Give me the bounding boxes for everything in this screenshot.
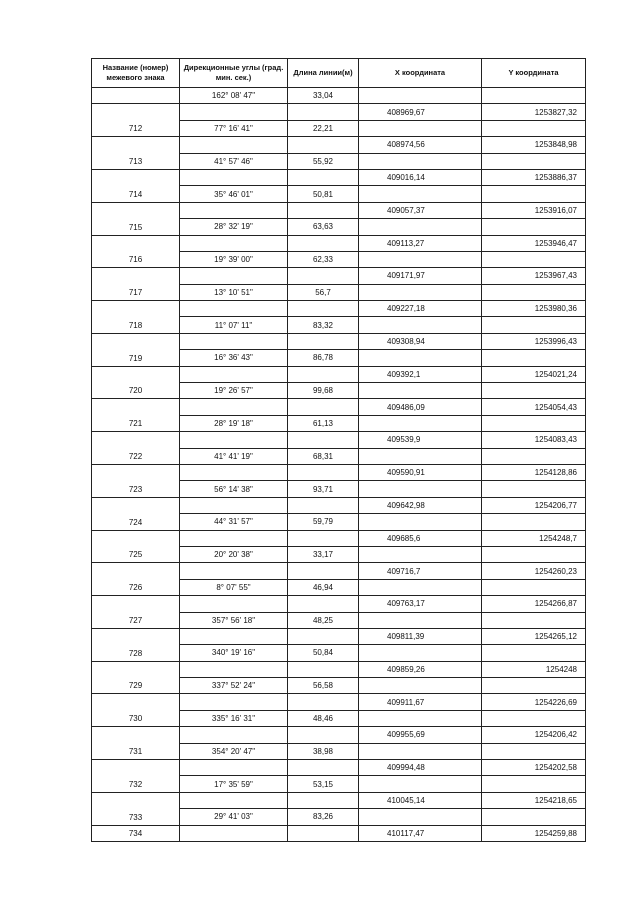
empty-cell: [482, 710, 586, 726]
empty-cell: [482, 284, 586, 300]
empty-cell: [482, 678, 586, 694]
y-coordinate: 1253848,98: [482, 137, 586, 153]
header-angle: Дирекционные углы (град. мин. сек.): [180, 59, 288, 88]
empty-cell: [180, 563, 288, 579]
coordinates-table: [91, 58, 586, 842]
header-x: X координата: [359, 59, 482, 88]
direction-angle: 44° 31' 57": [180, 514, 288, 530]
x-coordinate: 409811,39: [359, 628, 482, 644]
empty-cell: [482, 809, 586, 825]
y-coordinate: 1254218,65: [482, 792, 586, 808]
empty-cell: [180, 760, 288, 776]
point-row: [92, 202, 586, 218]
point-name: 728: [92, 628, 180, 661]
point-name: 713: [92, 137, 180, 170]
point-row: [92, 301, 586, 317]
y-coordinate: 1254266,87: [482, 596, 586, 612]
direction-angle: 56° 14' 38": [180, 481, 288, 497]
x-coordinate: 409227,18: [359, 301, 482, 317]
empty-cell: [288, 694, 359, 710]
empty-cell: [359, 284, 482, 300]
point-row: [92, 333, 586, 349]
header-length: Длина линии(м): [288, 59, 359, 88]
segment-row: [92, 88, 586, 104]
empty-cell: [180, 694, 288, 710]
line-length: 22,21: [288, 120, 359, 136]
x-coordinate: 409763,17: [359, 596, 482, 612]
line-length: 59,79: [288, 514, 359, 530]
point-row: [92, 366, 586, 382]
point-row: [92, 137, 586, 153]
point-name: 715: [92, 202, 180, 235]
point-name: 727: [92, 596, 180, 629]
direction-angle: 28° 19' 18": [180, 415, 288, 431]
line-length: 63,63: [288, 219, 359, 235]
point-row: [92, 235, 586, 251]
direction-angle: 354° 20' 47": [180, 743, 288, 759]
y-coordinate: 1254260,23: [482, 563, 586, 579]
empty-cell: [482, 448, 586, 464]
point-row: [92, 727, 586, 743]
empty-cell: [359, 120, 482, 136]
empty-cell: [180, 825, 288, 841]
y-coordinate: 1254206,77: [482, 497, 586, 513]
header-name: Название (номер) межевого знака: [92, 59, 180, 88]
point-name: 717: [92, 268, 180, 301]
point-row: [92, 596, 586, 612]
y-coordinate: 1254202,58: [482, 760, 586, 776]
line-length: 99,68: [288, 383, 359, 399]
empty-cell: [359, 678, 482, 694]
point-name: 731: [92, 727, 180, 760]
line-length: 33,17: [288, 546, 359, 562]
empty-cell: [288, 792, 359, 808]
point-name: 725: [92, 530, 180, 563]
point-name: 716: [92, 235, 180, 268]
x-coordinate: 409016,14: [359, 169, 482, 185]
direction-angle: 29° 41' 03": [180, 809, 288, 825]
y-coordinate: 1254248: [482, 661, 586, 677]
x-coordinate: 408974,56: [359, 137, 482, 153]
empty-cell: [180, 104, 288, 120]
empty-cell: [92, 88, 180, 104]
x-coordinate: 410117,47: [359, 825, 482, 841]
empty-cell: [288, 137, 359, 153]
point-name: 721: [92, 399, 180, 432]
empty-cell: [359, 415, 482, 431]
empty-cell: [288, 497, 359, 513]
direction-angle: 41° 41' 19": [180, 448, 288, 464]
point-row: [92, 661, 586, 677]
empty-cell: [180, 530, 288, 546]
point-row: [92, 825, 586, 841]
y-coordinate: 1254259,88: [482, 825, 586, 841]
point-name: 723: [92, 464, 180, 497]
x-coordinate: 409911,67: [359, 694, 482, 710]
empty-cell: [482, 612, 586, 628]
direction-angle: 16° 36' 43": [180, 350, 288, 366]
empty-cell: [482, 776, 586, 792]
empty-cell: [180, 628, 288, 644]
empty-cell: [359, 383, 482, 399]
empty-cell: [288, 301, 359, 317]
empty-cell: [288, 366, 359, 382]
header-y: Y координата: [482, 59, 586, 88]
point-name: 730: [92, 694, 180, 727]
direction-angle: 340° 19' 16": [180, 645, 288, 661]
empty-cell: [359, 612, 482, 628]
x-coordinate: 409590,91: [359, 464, 482, 480]
empty-cell: [482, 743, 586, 759]
line-length: 50,81: [288, 186, 359, 202]
line-length: 48,25: [288, 612, 359, 628]
x-coordinate: 409308,94: [359, 333, 482, 349]
line-length: 83,32: [288, 317, 359, 333]
empty-cell: [359, 153, 482, 169]
line-length: 38,98: [288, 743, 359, 759]
empty-cell: [482, 317, 586, 333]
y-coordinate: 1254265,12: [482, 628, 586, 644]
empty-cell: [288, 333, 359, 349]
y-coordinate: 1253946,47: [482, 235, 586, 251]
empty-cell: [482, 251, 586, 267]
direction-angle: 19° 26' 57": [180, 383, 288, 399]
direction-angle: 335° 16' 31": [180, 710, 288, 726]
empty-cell: [180, 137, 288, 153]
empty-cell: [180, 301, 288, 317]
line-length: 83,26: [288, 809, 359, 825]
point-name: 718: [92, 301, 180, 334]
empty-cell: [288, 235, 359, 251]
empty-cell: [288, 464, 359, 480]
point-row: [92, 792, 586, 808]
empty-cell: [180, 432, 288, 448]
point-name: 729: [92, 661, 180, 694]
empty-cell: [180, 596, 288, 612]
line-length: 86,78: [288, 350, 359, 366]
x-coordinate: 409859,26: [359, 661, 482, 677]
point-name: 720: [92, 366, 180, 399]
y-coordinate: 1254206,42: [482, 727, 586, 743]
y-coordinate: 1254083,43: [482, 432, 586, 448]
point-name: 726: [92, 563, 180, 596]
empty-cell: [180, 399, 288, 415]
empty-cell: [288, 563, 359, 579]
empty-cell: [288, 432, 359, 448]
empty-cell: [359, 219, 482, 235]
empty-cell: [288, 399, 359, 415]
empty-cell: [180, 792, 288, 808]
direction-angle: 20° 20' 38": [180, 546, 288, 562]
direction-angle: 13° 10' 51": [180, 284, 288, 300]
empty-cell: [359, 645, 482, 661]
empty-cell: [359, 186, 482, 202]
empty-cell: [359, 546, 482, 562]
empty-cell: [180, 727, 288, 743]
point-row: [92, 399, 586, 415]
point-name: 733: [92, 792, 180, 825]
empty-cell: [180, 169, 288, 185]
line-length: 48,46: [288, 710, 359, 726]
empty-cell: [180, 661, 288, 677]
line-length: 68,31: [288, 448, 359, 464]
x-coordinate: 410045,14: [359, 792, 482, 808]
y-coordinate: 1254248,7: [482, 530, 586, 546]
line-length: 62,33: [288, 251, 359, 267]
direction-angle: 41° 57' 46": [180, 153, 288, 169]
point-row: [92, 694, 586, 710]
y-coordinate: 1254021,24: [482, 366, 586, 382]
empty-cell: [359, 743, 482, 759]
point-name: 724: [92, 497, 180, 530]
empty-cell: [359, 514, 482, 530]
empty-cell: [482, 546, 586, 562]
empty-cell: [288, 727, 359, 743]
empty-cell: [180, 366, 288, 382]
table-body: [92, 88, 586, 842]
direction-angle: 35° 46' 01": [180, 186, 288, 202]
line-length: 33,04: [288, 88, 359, 104]
point-row: [92, 628, 586, 644]
y-coordinate: 1253827,32: [482, 104, 586, 120]
y-coordinate: 1253996,43: [482, 333, 586, 349]
x-coordinate: 409171,97: [359, 268, 482, 284]
empty-cell: [288, 202, 359, 218]
x-coordinate: 409057,37: [359, 202, 482, 218]
empty-cell: [288, 268, 359, 284]
point-name: 714: [92, 169, 180, 202]
direction-angle: 17° 35' 59": [180, 776, 288, 792]
point-row: [92, 464, 586, 480]
line-length: 55,92: [288, 153, 359, 169]
point-row: [92, 268, 586, 284]
point-row: [92, 563, 586, 579]
header-row: [92, 59, 586, 88]
empty-cell: [180, 202, 288, 218]
x-coordinate: 409642,98: [359, 497, 482, 513]
empty-cell: [482, 350, 586, 366]
empty-cell: [482, 120, 586, 136]
y-coordinate: 1254054,43: [482, 399, 586, 415]
x-coordinate: 409392,1: [359, 366, 482, 382]
empty-cell: [482, 579, 586, 595]
direction-angle: 8° 07' 55": [180, 579, 288, 595]
line-length: 56,7: [288, 284, 359, 300]
direction-angle: 337° 52' 24": [180, 678, 288, 694]
empty-cell: [180, 464, 288, 480]
empty-cell: [288, 104, 359, 120]
empty-cell: [482, 186, 586, 202]
empty-cell: [288, 628, 359, 644]
empty-cell: [359, 88, 482, 104]
point-row: [92, 169, 586, 185]
point-name: 734: [92, 825, 180, 841]
x-coordinate: 409685,6: [359, 530, 482, 546]
point-row: [92, 530, 586, 546]
empty-cell: [482, 514, 586, 530]
point-name: 722: [92, 432, 180, 465]
y-coordinate: 1254128,86: [482, 464, 586, 480]
x-coordinate: 408969,67: [359, 104, 482, 120]
empty-cell: [359, 481, 482, 497]
empty-cell: [359, 579, 482, 595]
x-coordinate: 409716,7: [359, 563, 482, 579]
empty-cell: [288, 760, 359, 776]
empty-cell: [180, 268, 288, 284]
x-coordinate: 409994,48: [359, 760, 482, 776]
empty-cell: [288, 825, 359, 841]
direction-angle: 11° 07' 11": [180, 317, 288, 333]
point-row: [92, 760, 586, 776]
point-name: 712: [92, 104, 180, 137]
empty-cell: [359, 710, 482, 726]
x-coordinate: 409539,9: [359, 432, 482, 448]
direction-angle: 28° 32' 19": [180, 219, 288, 235]
empty-cell: [482, 415, 586, 431]
empty-cell: [359, 251, 482, 267]
empty-cell: [288, 530, 359, 546]
y-coordinate: 1253916,07: [482, 202, 586, 218]
empty-cell: [288, 169, 359, 185]
line-length: 46,94: [288, 579, 359, 595]
y-coordinate: 1253967,43: [482, 268, 586, 284]
line-length: 61,13: [288, 415, 359, 431]
y-coordinate: 1253886,37: [482, 169, 586, 185]
empty-cell: [180, 497, 288, 513]
empty-cell: [482, 219, 586, 235]
empty-cell: [288, 661, 359, 677]
direction-angle: 77° 16' 41": [180, 120, 288, 136]
empty-cell: [180, 333, 288, 349]
line-length: 93,71: [288, 481, 359, 497]
empty-cell: [359, 350, 482, 366]
empty-cell: [288, 596, 359, 612]
line-length: 53,15: [288, 776, 359, 792]
empty-cell: [482, 481, 586, 497]
empty-cell: [359, 809, 482, 825]
empty-cell: [482, 645, 586, 661]
line-length: 56,58: [288, 678, 359, 694]
empty-cell: [482, 153, 586, 169]
direction-angle: 19° 39' 00": [180, 251, 288, 267]
y-coordinate: 1253980,36: [482, 301, 586, 317]
empty-cell: [359, 776, 482, 792]
empty-cell: [482, 88, 586, 104]
line-length: 50,84: [288, 645, 359, 661]
point-name: 732: [92, 760, 180, 793]
x-coordinate: 409955,69: [359, 727, 482, 743]
empty-cell: [359, 448, 482, 464]
point-name: 719: [92, 333, 180, 366]
x-coordinate: 409486,09: [359, 399, 482, 415]
direction-angle: 357° 56' 18": [180, 612, 288, 628]
empty-cell: [482, 383, 586, 399]
y-coordinate: 1254226,69: [482, 694, 586, 710]
empty-cell: [359, 317, 482, 333]
point-row: [92, 104, 586, 120]
point-row: [92, 432, 586, 448]
point-row: [92, 497, 586, 513]
x-coordinate: 409113,27: [359, 235, 482, 251]
empty-cell: [180, 235, 288, 251]
direction-angle: 162° 08' 47": [180, 88, 288, 104]
